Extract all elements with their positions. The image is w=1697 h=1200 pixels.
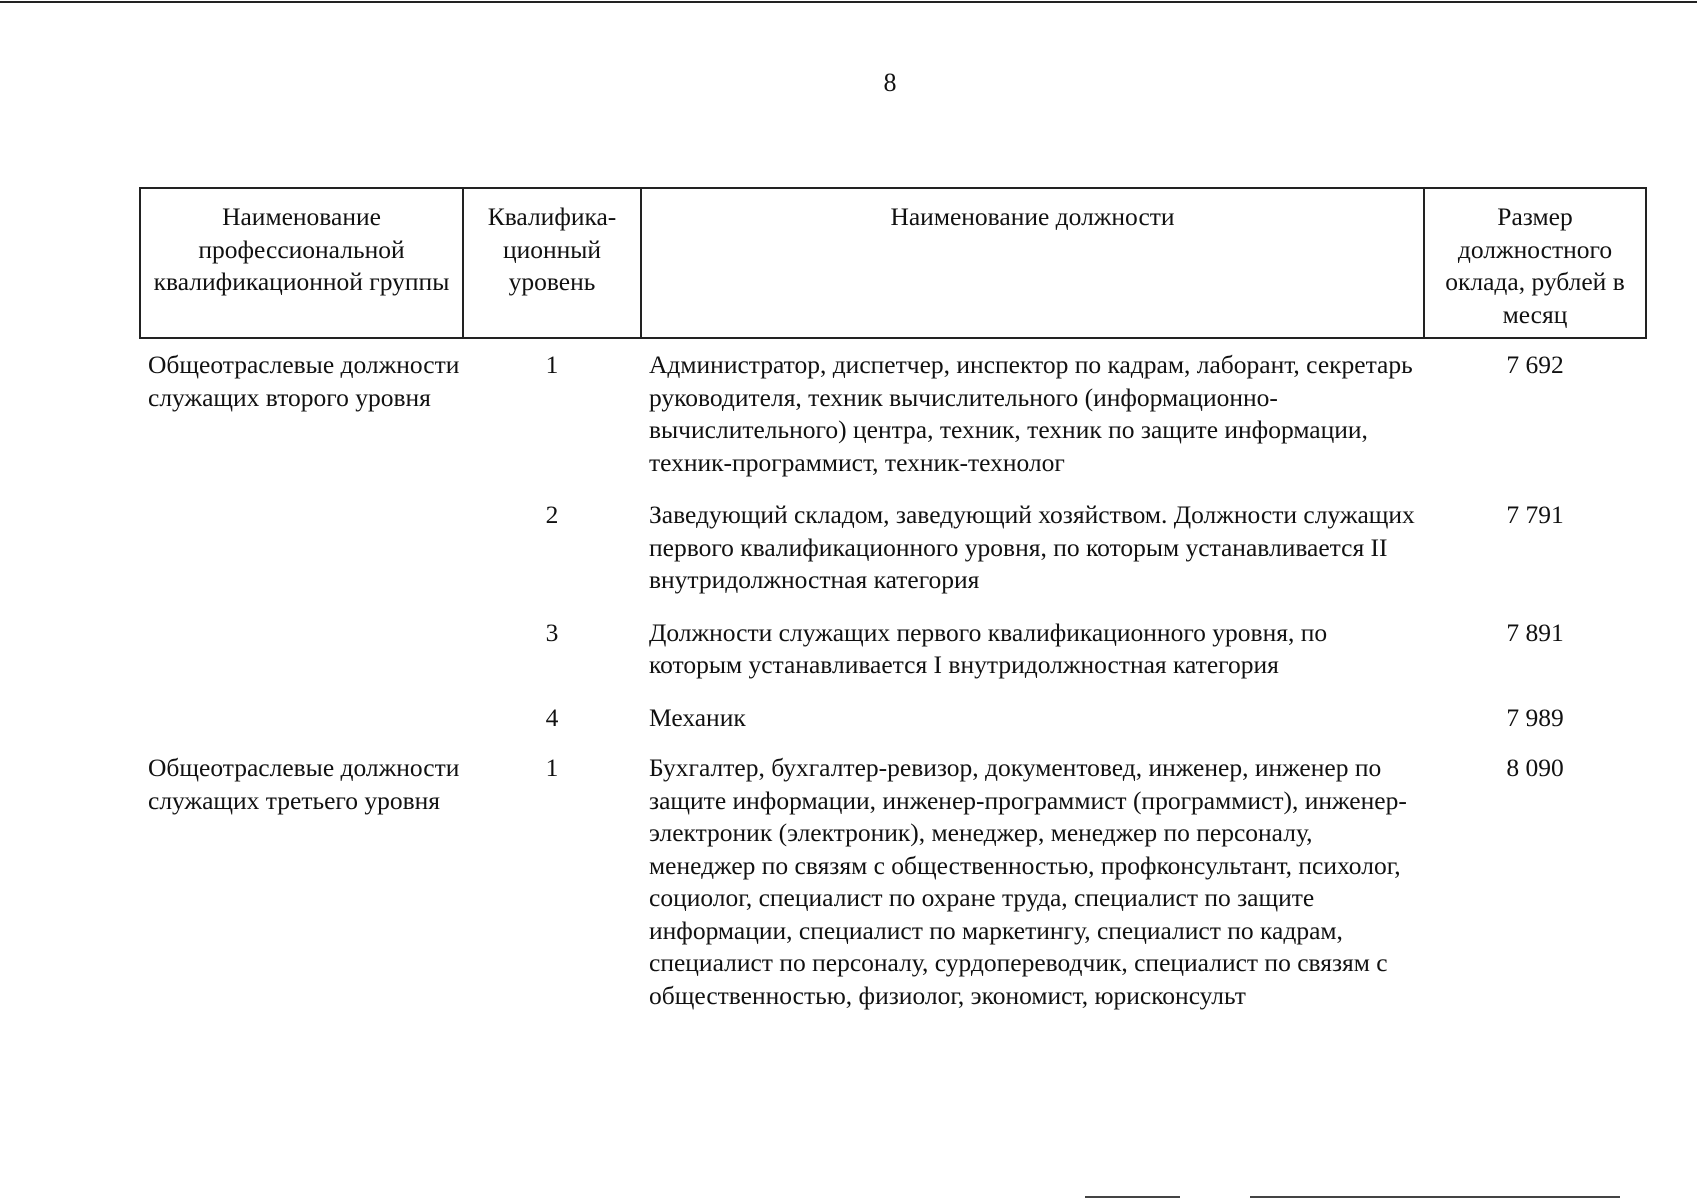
table-row [140,682,1646,735]
salary-table [139,187,1647,1012]
salary-cell: 7 791 [1506,500,1564,529]
header-group: Наименование профессиональной квалификационной группы [140,188,463,338]
positions-cell: Бухгалтер, бухгалтер-ревизор, документовед, инженер, инженер по защите информации, инженер-программист (программист), инженер-электроник (электроник), менеджер, менеджер по персоналу, менеджер по связям с общественностью, профконсультант, психолог, социолог, специалист по охране труда, специалист по защите информации, специалист по маркетингу, специалист по кадрам, специалист по персоналу, сурдопереводчик, специалист по связям с общественностью, физиолог, экономист, юрисконсульт [649,753,1407,1010]
group-cell: Общеотраслевые должности служащих второго уровня [148,350,460,412]
bottom-rule [1250,1196,1620,1198]
table-row [140,479,1646,597]
top-border-rule [0,1,1697,3]
table-header [140,188,1646,338]
header-salary: Размер должностного оклада, рублей в месяц [1424,188,1646,338]
salary-table-container [139,187,1645,1012]
bottom-rule [1085,1196,1180,1198]
header-row [140,188,1646,338]
positions-cell: Заведующий складом, заведующий хозяйством. Должности служащих первого квалификационного уровня, по которым устанавливается II внутридолжностная категория [649,500,1415,594]
group-cell [140,479,463,597]
table-row [140,338,1646,479]
salary-cell: 7 692 [1506,350,1564,379]
salary-cell: 8 090 [1506,753,1564,782]
header-position: Наименование должности [641,188,1424,338]
level-cell: 3 [545,617,559,647]
positions-cell: Должности служащих первого квалификационного уровня, по которым устанавливается I внутридолжностная категория [649,617,1328,679]
table-row [140,597,1646,682]
table-body [140,338,1646,1012]
group-cell [140,597,463,682]
salary-cell: 7 891 [1506,617,1564,647]
group-cell [140,682,463,735]
positions-cell: Механик [649,702,746,732]
group-cell: Общеотраслевые должности служащих третьего уровня [148,753,460,815]
table-row [140,734,1646,1012]
header-level: Квалифика-ционный уровень [463,188,641,338]
page-number: 8 [883,68,897,97]
salary-cell: 7 989 [1506,702,1564,732]
level-cell: 1 [545,753,559,782]
level-cell: 4 [545,702,559,732]
level-cell: 2 [545,500,559,529]
level-cell: 1 [545,350,559,379]
positions-cell: Администратор, диспетчер, инспектор по кадрам, лаборант, секретарь руководителя, техник вычислительного (информационно-вычислительного) центра, техник, техник по защите информации, техник-программист, техник-технолог [649,350,1413,477]
